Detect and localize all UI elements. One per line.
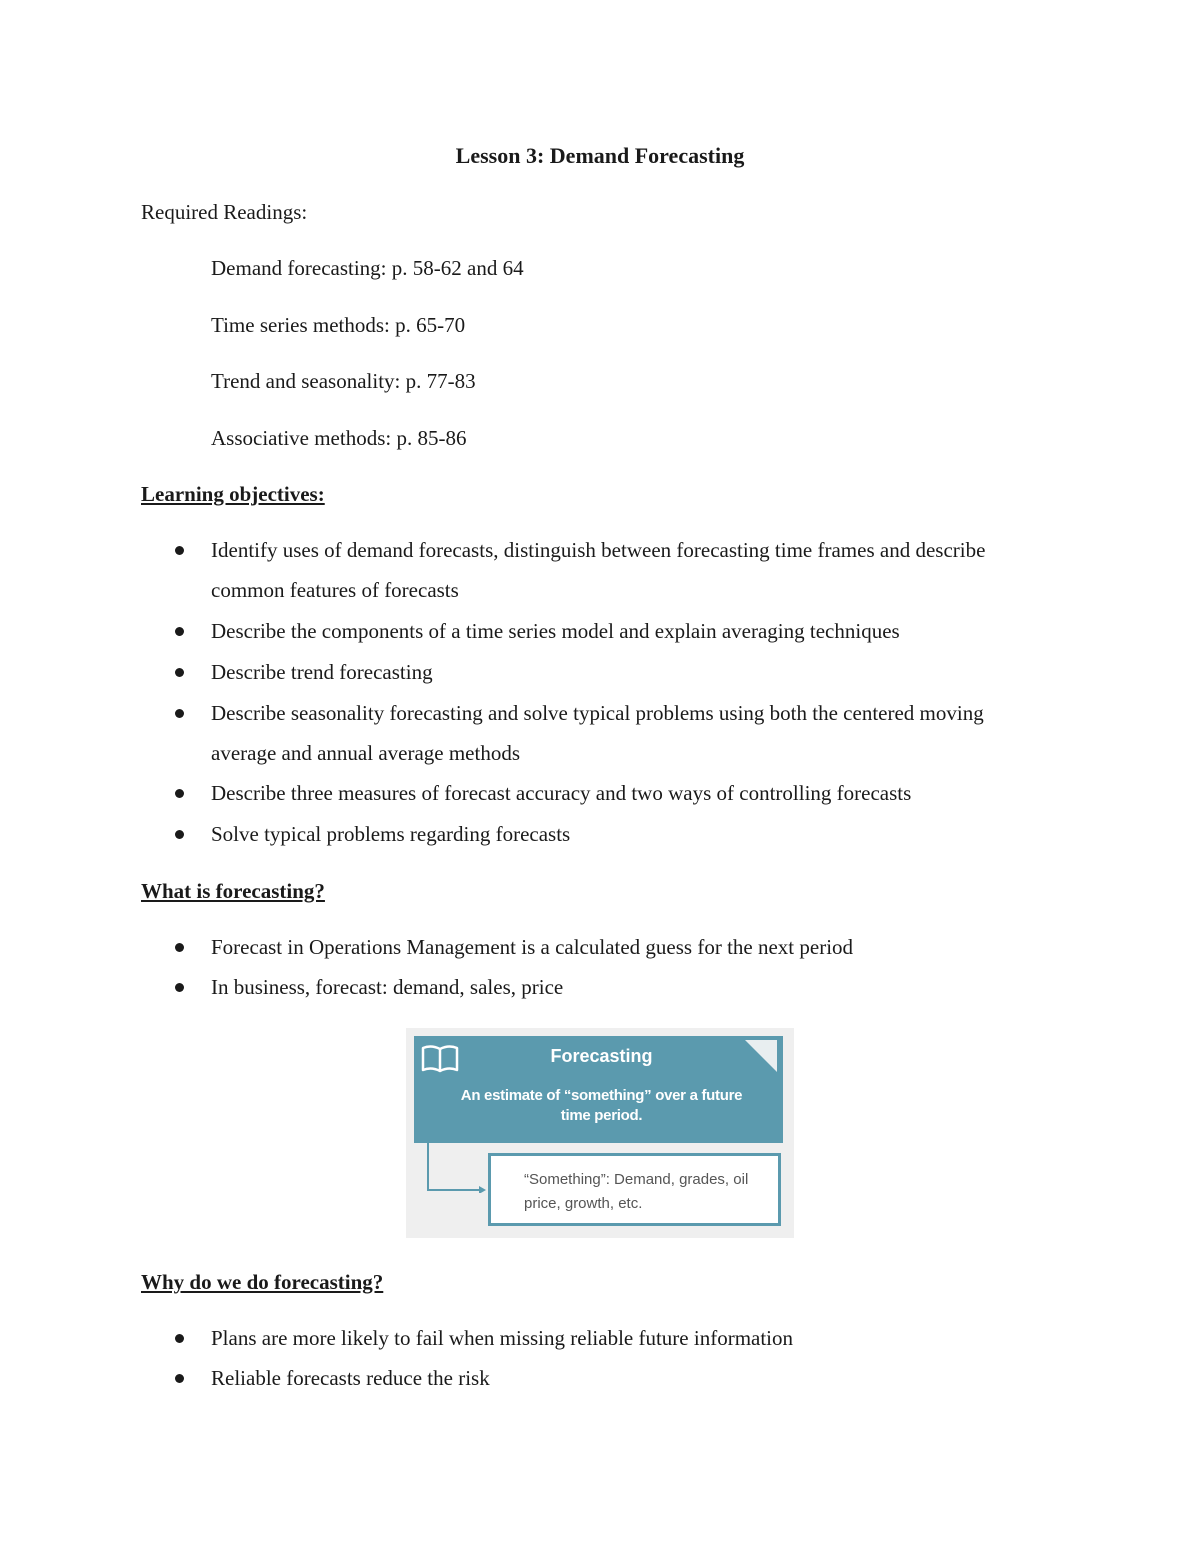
reading-item: Associative methods: p. 85-86: [211, 426, 467, 450]
bullet-icon: [175, 546, 184, 555]
objective-text: Solve typical problems regarding forecasts: [211, 822, 571, 846]
objective-text: Describe three measures of forecast accuracy and two ways of controlling forecasts: [211, 781, 912, 805]
objective-text: Identify uses of demand forecasts, distinguish between forecasting time frames and describe common features of forecasts: [211, 538, 986, 602]
bullet-icon: [175, 1334, 184, 1343]
bullet-icon: [175, 943, 184, 952]
page-title: Lesson 3: Demand Forecasting: [455, 143, 745, 168]
bullet-icon: [175, 789, 184, 798]
what-is-text: In business, forecast: demand, sales, price: [211, 975, 564, 999]
learning-objectives-heading: Learning objectives:: [141, 482, 325, 506]
bullet-icon: [175, 627, 184, 636]
why-text: Reliable forecasts reduce the risk: [211, 1366, 490, 1390]
figure-detail-box: [488, 1153, 781, 1226]
why-text: Plans are more likely to fail when missing reliable future information: [211, 1326, 794, 1350]
required-readings-label: Required Readings:: [141, 200, 308, 224]
what-is-forecasting-heading: What is forecasting?: [141, 879, 325, 903]
bullet-icon: [175, 668, 184, 677]
bullet-icon: [175, 983, 184, 992]
reading-item: Time series methods: p. 65-70: [211, 313, 466, 337]
objective-text: Describe the components of a time series model and explain averaging techniques: [211, 619, 900, 643]
reading-item: Trend and seasonality: p. 77-83: [211, 369, 476, 393]
figure-detail-text: “Something”: Demand, grades, oil price, growth, etc.: [524, 1171, 749, 1212]
bullet-icon: [175, 830, 184, 839]
objective-text: Describe seasonality forecasting and solve typical problems using both the centered moving average and annual average methods: [211, 701, 984, 765]
bullet-icon: [175, 1374, 184, 1383]
reading-item: Demand forecasting: p. 58-62 and 64: [211, 256, 524, 280]
figure-title: Forecasting: [550, 1046, 653, 1066]
figure-header-box: [414, 1036, 783, 1143]
forecasting-figure: [406, 1028, 794, 1238]
objective-text: Describe trend forecasting: [211, 660, 433, 684]
what-is-text: Forecast in Operations Management is a calculated guess for the next period: [211, 935, 854, 959]
figure-subtitle: An estimate of “something” over a future time period.: [460, 1087, 743, 1124]
why-forecasting-heading: Why do we do forecasting?: [141, 1270, 384, 1294]
bullet-icon: [175, 709, 184, 718]
connector-arrow-icon: [426, 1143, 486, 1193]
